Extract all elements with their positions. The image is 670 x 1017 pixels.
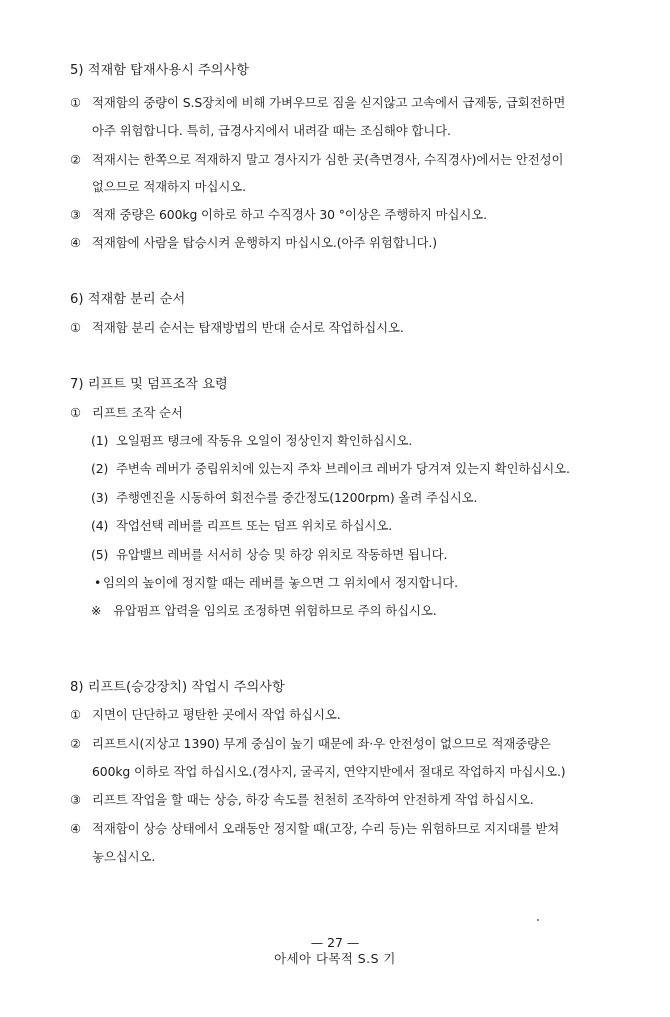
page-number: — 27 — (310, 935, 360, 950)
list-item (70, 319, 404, 337)
bullet-note (94, 574, 458, 592)
section-title: 5) 적재함 탑재사용시 주의사항 (70, 63, 249, 78)
sub-list-marker: (1) (91, 433, 109, 448)
list-marker: ④ (70, 235, 82, 250)
sub-list-item-text: 주행엔진을 시동하여 회전수를 중간정도(1200rpm) 올려 주십시오. (116, 490, 478, 505)
sub-list-item (91, 432, 412, 450)
section-title: 7) 리프트 및 덤프조작 요령 (70, 377, 228, 392)
list-item-text: 리프트시(지상고 1390) 무게 중심이 높기 때문에 좌·우 안전성이 없으므로 적재중량은 (92, 736, 551, 751)
list-item-text: 지면이 단단하고 평탄한 곳에서 작업 하십시오. (92, 707, 341, 722)
sub-list-item (91, 489, 477, 507)
list-marker: ③ (70, 792, 82, 807)
list-item-text: 놓으십시오. (92, 849, 156, 864)
list-item (70, 706, 341, 724)
list-item-text: 적재함 분리 순서는 탑재방법의 반대 순서로 작업하십시오. (92, 320, 404, 335)
list-item-text: 적재함이 상승 상태에서 오래동안 정지할 때(고장, 수리 등)는 위험하므로 지지대를 받쳐 (92, 821, 560, 836)
list-item (70, 791, 534, 809)
list-item (70, 234, 437, 252)
list-marker: ② (70, 152, 82, 167)
list-item-text: 600kg 이하로 작업 하십시오.(경사지, 굴곡지, 연약지반에서 절대로 작업하지 마십시오.) (92, 764, 566, 779)
list-marker: ③ (70, 207, 82, 222)
list-item-text: 리프트 조작 순서 (92, 405, 183, 420)
list-item-text: 적재함의 중량이 S.S장치에 비해 가벼우므로 짐을 싣지않고 고속에서 급제동, 급회전하면 (92, 95, 566, 110)
list-item (70, 735, 551, 753)
list-marker: ① (70, 320, 82, 335)
section-title: 8) 리프트(승강장치) 작업시 주의사항 (70, 680, 285, 695)
list-item-text: 아주 위험합니다. 특히, 급경사지에서 내려갈 때는 조심해야 합니다. (92, 123, 451, 138)
sub-list-item (91, 460, 570, 478)
list-item-text: 적재함에 사람을 탑승시켜 운행하지 마십시오.(아주 위험합니다.) (92, 235, 437, 250)
list-marker: ① (70, 405, 82, 420)
sub-list-item-text: 유압밸브 레버를 서서히 상승 및 하강 위치로 작동하면 됩니다. (116, 547, 448, 562)
list-marker: ① (70, 95, 82, 110)
list-item-text: 리프트 작업을 할 때는 상승, 하강 속도를 천천히 조작하여 안전하게 작업 하십시오. (92, 792, 534, 807)
list-marker: ④ (70, 821, 82, 836)
list-item (70, 151, 563, 169)
sub-list-marker: (3) (91, 490, 109, 505)
caution-note-text: 유압펌프 압력을 임의로 조정하면 위험하므로 주의 하십시오. (113, 603, 437, 618)
list-item (70, 94, 565, 112)
list-item-text: 적재 중량은 600kg 이하로 하고 수직경사 30 °이상은 주행하지 마십시오. (92, 207, 487, 222)
list-item-continuation (92, 178, 246, 196)
section-title: 6) 적재함 분리 순서 (70, 292, 186, 307)
sub-list-item-text: 작업선택 레버를 리프트 또는 덤프 위치로 하십시오. (116, 518, 393, 533)
sub-list-item-text: 주변속 레버가 중립위치에 있는지 주차 브레이크 레버가 당겨져 있는지 확인하십시오. (116, 461, 570, 476)
sub-list-item (91, 546, 447, 564)
sub-list-item (91, 517, 392, 535)
list-item-continuation (92, 848, 155, 866)
list-item-continuation (92, 122, 451, 140)
list-item-text: 없으므로 적재하지 마십시오. (92, 179, 246, 194)
list-item-text: 적재시는 한쪽으로 적재하지 말고 경사지가 심한 곳(측면경사, 수직경사)에서는 안전성이 (92, 152, 564, 167)
bullet-icon: • (94, 575, 102, 590)
list-item (70, 404, 183, 422)
scan-speck (537, 919, 539, 921)
list-item-continuation (92, 763, 566, 781)
footer-company: 아세아 다목적 S.S 기 (274, 951, 396, 966)
reference-mark-icon: ※ (91, 603, 102, 618)
list-marker: ② (70, 736, 82, 751)
sub-list-marker: (5) (91, 547, 109, 562)
list-item (70, 206, 487, 224)
sub-list-marker: (2) (91, 461, 109, 476)
bullet-note-text: 임의의 높이에 정지할 때는 레버를 놓으면 그 위치에서 정지합니다. (103, 575, 459, 590)
list-item (70, 820, 559, 838)
sub-list-marker: (4) (91, 518, 109, 533)
sub-list-item-text: 오일펌프 탱크에 작동유 오일이 정상인지 확인하십시오. (116, 433, 413, 448)
caution-note (91, 602, 437, 620)
list-marker: ① (70, 707, 82, 722)
